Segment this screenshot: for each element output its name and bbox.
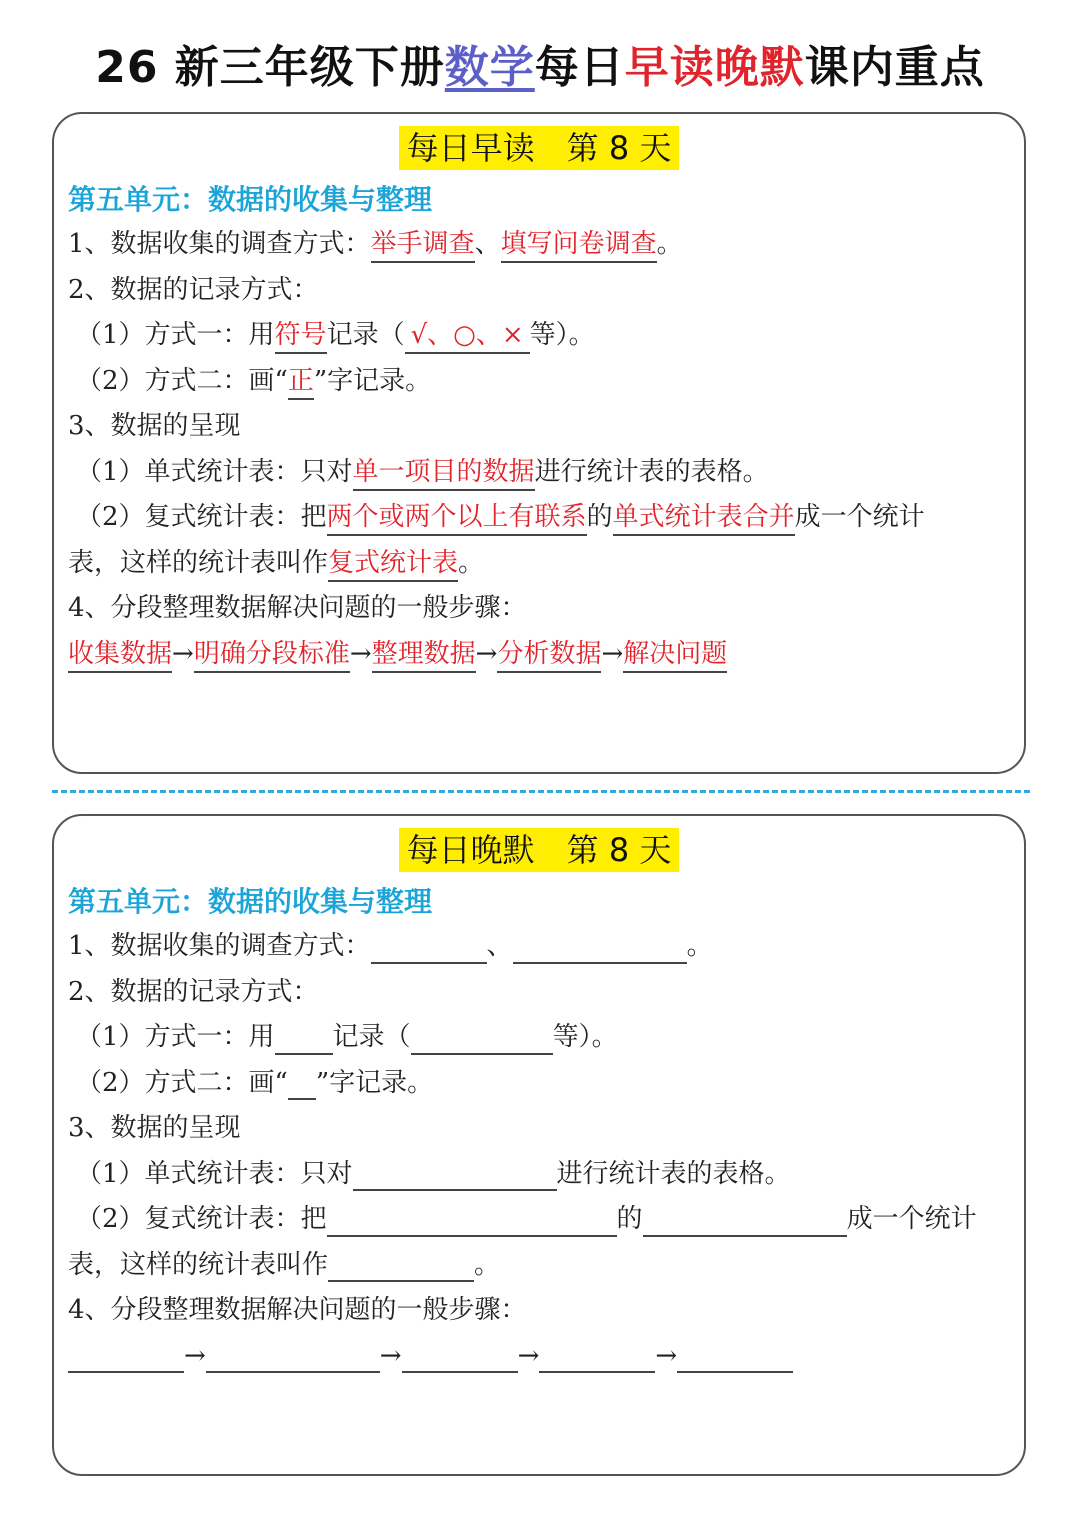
- blank-field[interactable]: [327, 1205, 617, 1237]
- morning-line-5: 3、数据的呈现: [68, 411, 241, 441]
- blank-field[interactable]: [328, 1250, 474, 1282]
- blank-field[interactable]: [411, 1023, 553, 1055]
- morning-line-9: 4、分段整理数据解决问题的一般步骤：: [68, 593, 527, 623]
- title-grade: 26 新三年级下册: [95, 42, 445, 93]
- blank-step-5[interactable]: [677, 1341, 793, 1373]
- morning-line-6: （1）单式统计表：只对单一项目的数据进行统计表的表格。: [68, 450, 1018, 496]
- morning-unit-title: 第五单元：数据的收集与整理: [68, 183, 433, 216]
- page-title: [0, 38, 1080, 98]
- morning-content: [68, 222, 1018, 677]
- title-key-points: 课内重点: [804, 42, 985, 93]
- step-4: 分析数据: [497, 637, 601, 673]
- evening-line-1: 1、数据收集的调查方式： 、 。: [68, 924, 1018, 970]
- blank-field[interactable]: [275, 1023, 333, 1055]
- evening-line-8: 表，这样的统计表叫作 。: [68, 1243, 1018, 1289]
- evening-line-4: （2）方式二：画“ ”字记录。: [68, 1061, 1018, 1107]
- morning-line-1: 1、数据收集的调查方式：举手调查、填写问卷调查。: [68, 222, 1018, 268]
- blank-field[interactable]: [353, 1159, 557, 1191]
- evening-line-3: （1）方式一：用 记录（ 等）。: [68, 1015, 1018, 1061]
- evening-recite-card: [52, 814, 1026, 1476]
- morning-steps: 收集数据→明确分段标准→整理数据→分析数据→解决问题: [68, 632, 1018, 678]
- answer-compound-table: 复式统计表: [328, 546, 458, 582]
- title-subject: 数学: [444, 42, 535, 93]
- step-1: 收集数据: [68, 637, 172, 673]
- morning-line-7: （2）复式统计表：把两个或两个以上有联系的单式统计表合并成一个统计: [68, 495, 1018, 541]
- answer-questionnaire: 填写问卷调查: [501, 227, 657, 263]
- answer-symbol-list: √、○、×: [405, 318, 530, 354]
- answer-symbol: 符号: [275, 318, 327, 354]
- evening-line-7: （2）复式统计表：把 的 成一个统计: [68, 1197, 1018, 1243]
- evening-heading: 每日晚默 第 8 天: [399, 828, 680, 872]
- morning-reading-card: [52, 112, 1026, 774]
- answer-single-item: 单一项目的数据: [353, 455, 535, 491]
- step-5: 解决问题: [623, 637, 727, 673]
- answer-hand-raise: 举手调查: [371, 227, 475, 263]
- blank-step-2[interactable]: [206, 1341, 380, 1373]
- section-divider: [52, 790, 1030, 793]
- title-read-recite: 早读晚默: [624, 42, 805, 93]
- blank-step-1[interactable]: [68, 1341, 184, 1373]
- title-daily: 每日: [534, 42, 625, 93]
- blank-step-4[interactable]: [539, 1341, 655, 1373]
- morning-line-4: （2）方式二：画“正”字记录。: [68, 359, 1018, 405]
- answer-zheng: 正: [288, 364, 314, 400]
- evening-line-2: 2、数据的记录方式：: [68, 976, 319, 1007]
- evening-content: [68, 924, 1018, 1379]
- evening-unit-title: 第五单元：数据的收集与整理: [68, 885, 433, 918]
- blank-field[interactable]: [643, 1205, 847, 1237]
- morning-heading: 每日早读 第 8 天: [399, 126, 680, 170]
- morning-line-3: （1）方式一：用符号记录（ √、○、× 等）。: [68, 313, 1018, 359]
- blank-field[interactable]: [513, 932, 687, 964]
- evening-steps: → → → →: [68, 1334, 1018, 1380]
- blank-field[interactable]: [371, 932, 487, 964]
- evening-line-6: （1）单式统计表：只对 进行统计表的表格。: [68, 1152, 1018, 1198]
- morning-line-8: 表，这样的统计表叫作复式统计表。: [68, 541, 1018, 587]
- step-3: 整理数据: [372, 637, 476, 673]
- step-2: 明确分段标准: [194, 637, 350, 673]
- blank-field[interactable]: [288, 1068, 316, 1100]
- evening-line-5: 3、数据的呈现: [68, 1113, 241, 1143]
- answer-related-items: 两个或两个以上有联系: [327, 500, 587, 536]
- blank-step-3[interactable]: [402, 1341, 518, 1373]
- morning-line-2: 2、数据的记录方式：: [68, 274, 319, 305]
- evening-line-9: 4、分段整理数据解决问题的一般步骤：: [68, 1295, 527, 1325]
- answer-merge-tables: 单式统计表合并: [613, 500, 795, 536]
